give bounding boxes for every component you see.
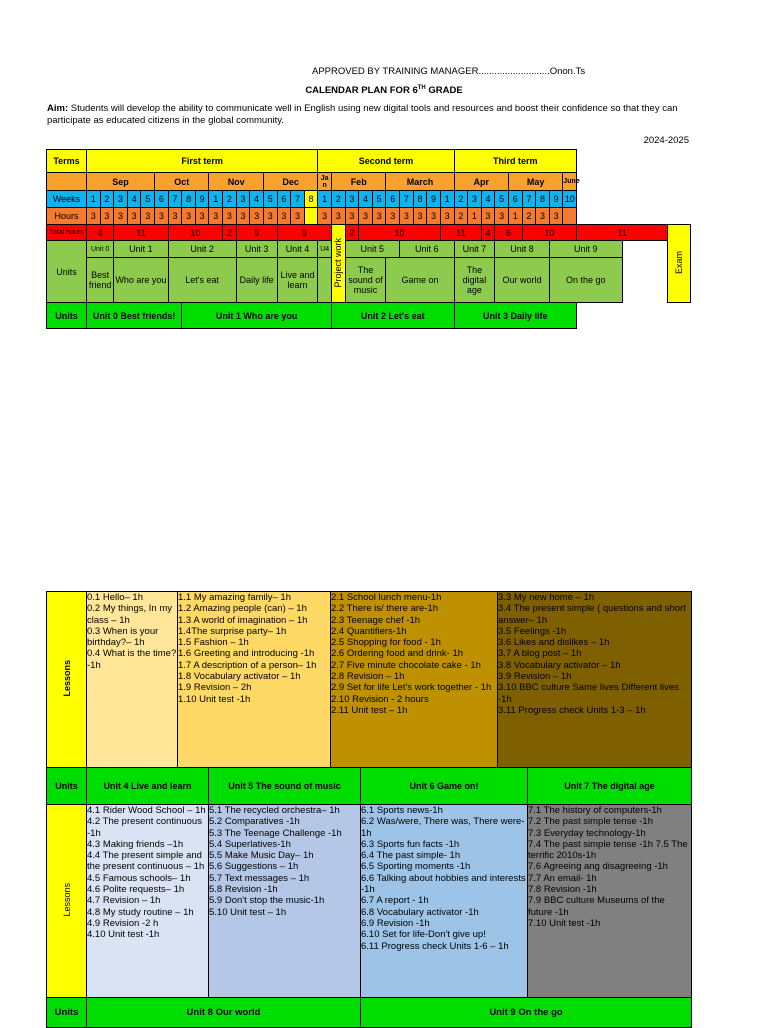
hour-cell: 3: [440, 208, 454, 225]
hour-cell: 3: [100, 208, 114, 225]
hour-cell: [304, 208, 318, 225]
unit-header: Unit 5 The sound of music: [209, 768, 361, 805]
hour-cell: 3: [195, 208, 209, 225]
hour-cell: 3: [481, 208, 495, 225]
unit-number: U4: [318, 241, 332, 258]
unit-name: Best friend: [87, 258, 114, 303]
week-cell: 5: [263, 191, 277, 208]
unit-number: Unit 7: [454, 241, 495, 258]
week-cell: 5: [495, 191, 509, 208]
term-second: Second term: [318, 150, 454, 173]
footer-unit: Unit 3 Daily life: [454, 303, 577, 329]
total-cell: 4: [481, 225, 495, 241]
hour-cell: [563, 208, 577, 225]
approval-line: APPROVED BY TRAINING MANAGER...........................Onon.Ts: [312, 66, 586, 77]
hour-cell: 3: [168, 208, 182, 225]
month-spacer: [47, 173, 87, 191]
exam-label: Exam: [674, 250, 685, 274]
total-hours-label: Total hours: [47, 225, 87, 241]
week-cell: 5: [141, 191, 155, 208]
total-cell: 4: [87, 225, 114, 241]
hour-cell: 3: [372, 208, 386, 225]
aim-statement: [47, 103, 697, 127]
hour-cell: 3: [549, 208, 563, 225]
week-cell: 1: [87, 191, 101, 208]
hour-cell: 3: [209, 208, 223, 225]
units-table-8-9: [46, 997, 692, 1028]
hour-cell: 2: [522, 208, 536, 225]
week-cell: 6: [277, 191, 291, 208]
month-oct: Oct: [155, 173, 209, 191]
hour-cell: 3: [427, 208, 441, 225]
unit-number: Unit 3: [236, 241, 277, 258]
week-cell: 6: [386, 191, 400, 208]
calendar-table: [46, 149, 691, 329]
unit-name: The digital age: [454, 258, 495, 303]
hour-cell: 3: [250, 208, 264, 225]
project-work-cell: [331, 225, 345, 303]
unit-number: Unit 2: [168, 241, 236, 258]
lessons-table-units-4-7: [46, 767, 692, 999]
total-cell: 11: [577, 225, 668, 241]
week-cell: 4: [481, 191, 495, 208]
week-cell: 1: [318, 191, 332, 208]
hour-cell: 3: [223, 208, 237, 225]
unit-name: Game on: [386, 258, 454, 303]
aim-text: Students will develop the ability to communicate well in English using new digital tools and resources and boost their confidence so that they can participate as educated citizens in the global community.: [47, 103, 678, 126]
week-cell: 6: [508, 191, 522, 208]
hour-cell: 3: [114, 208, 128, 225]
week-cell: 1: [209, 191, 223, 208]
total-cell: 11: [114, 225, 168, 241]
week-cell: 7: [168, 191, 182, 208]
week-cell: 3: [236, 191, 250, 208]
footer-unit: Unit 1 Who are you: [182, 303, 332, 329]
month-jan: Ja n: [318, 173, 332, 191]
month-march: March: [386, 173, 454, 191]
footer-units-label: Units: [47, 303, 87, 329]
hour-cell: 3: [331, 208, 345, 225]
total-cell: 9: [277, 225, 331, 241]
unit-header: Unit 6 Game on!: [361, 768, 528, 805]
unit-name: Live and learn: [277, 258, 318, 303]
hour-cell: 3: [291, 208, 305, 225]
week-cell: 3: [468, 191, 482, 208]
month-may: May: [508, 173, 562, 191]
unit-number: Unit 0: [87, 241, 114, 258]
total-cell: 10: [359, 225, 441, 241]
week-cell: 10: [563, 191, 577, 208]
week-cell: 3: [345, 191, 359, 208]
hour-cell: 2: [454, 208, 468, 225]
unit-name: Our world: [495, 258, 549, 303]
aim-label: Aim:: [47, 103, 69, 114]
lesson-list-unit-1: 1.1 My amazing family– 1h 1.2 Amazing people (can) – 1h 1.3 A world of imagination – 1h 1.4The surprise party– 1h 1.5 Fashion – 1h 1.6 Greeting and introducing -1h 1.7 A description of a person– 1h 1.8 Vocabulary activator – 1h 1.9 Revision – 2h 1.10 Unit test -1h: [178, 592, 331, 768]
hour-cell: 3: [141, 208, 155, 225]
hour-cell: 3: [495, 208, 509, 225]
footer-unit: Unit 2 Let's eat: [331, 303, 454, 329]
week-cell: 9: [195, 191, 209, 208]
unit-number: Unit 4: [277, 241, 318, 258]
unit-header: Unit 4 Live and learn: [87, 768, 209, 805]
hour-cell: 3: [536, 208, 550, 225]
lessons-table-units-0-3: [46, 591, 692, 768]
month-feb: Feb: [331, 173, 385, 191]
hour-cell: 3: [318, 208, 332, 225]
unit-header: Unit 8 Our world: [87, 998, 361, 1028]
week-cell: 2: [331, 191, 345, 208]
hour-cell: 3: [345, 208, 359, 225]
week-cell: 3: [114, 191, 128, 208]
page-title: CALENDAR PLAN FOR 6TH GRADE: [305, 85, 463, 97]
lessons-label-cell: [47, 592, 87, 768]
lessons-label: Lessons: [61, 883, 72, 917]
hour-cell: 3: [359, 208, 373, 225]
hour-cell: 3: [400, 208, 414, 225]
lesson-list-unit-7: 7.1 The history of computers-1h 7.2 The past simple tense -1h 7.3 Everyday technology-1h 7.4 The past simple tense -1h 7.5 The terrific 2010s-1h 7.6 Agreeing ang disagreeing -1h 7.7 An email- 1h 7.8 Revision -1h 7.9 BBC culture Museums of the future -1h 7.10 Unit test -1h: [528, 805, 692, 999]
exam-cell: [668, 225, 691, 303]
lessons-label: Lessons: [61, 659, 72, 697]
term-third: Third term: [454, 150, 577, 173]
week-cell: 9: [549, 191, 563, 208]
lesson-list-unit-0: 0.1 Hello– 1h 0.2 My things, In my class – 1h 0.3 When is your birthday?– 1h 0.4 What is the time? -1h: [87, 592, 178, 768]
total-cell: 11: [440, 225, 481, 241]
lesson-list-unit-6: 6.1 Sports news-1h 6.2 Was/were, There was, There were-1h 6.3 Sports fun facts -1h 6.4 The past simple- 1h 6.5 Sporting moments -1h 6.6 Talking about hobbies and interests -1h 6.7 A report - 1h 6.8 Vocabulary activator -1h 6.9 Revision -1h 6.10 Set for life-Don't give up! 6.11 Progress check Units 1-6 – 1h: [361, 805, 528, 999]
hour-cell: 3: [277, 208, 291, 225]
units-label: Units: [47, 998, 87, 1028]
month-dec: Dec: [263, 173, 317, 191]
school-year: 2024-2025: [643, 135, 689, 146]
week-cell: 4: [359, 191, 373, 208]
week-cell: 6: [155, 191, 169, 208]
hour-cell: 3: [127, 208, 141, 225]
unit-number: Unit 8: [495, 241, 549, 258]
hour-cell: 3: [236, 208, 250, 225]
hour-cell: 1: [468, 208, 482, 225]
total-cell: 10: [168, 225, 222, 241]
term-first: First term: [87, 150, 318, 173]
week-cell: 4: [127, 191, 141, 208]
unit-number: Unit 5: [345, 241, 399, 258]
total-cell: 2: [345, 225, 359, 241]
total-cell: 6: [495, 225, 522, 241]
total-cell: 9: [236, 225, 277, 241]
weeks-label: Weeks: [47, 191, 87, 208]
footer-unit: Unit 0 Best friends!: [87, 303, 182, 329]
week-cell: 7: [522, 191, 536, 208]
terms-label: Terms: [47, 150, 87, 173]
unit-header: Unit 7 The digital age: [528, 768, 692, 805]
week-cell: 8: [536, 191, 550, 208]
month-apr: Apr: [454, 173, 508, 191]
units-label: Units: [47, 241, 87, 303]
lesson-list-unit-5: 5.1 The recycled orchestra– 1h 5.2 Comparatives -1h 5.3 The Teenage Challenge -1h 5.4 Superlatives-1h 5.5 Make Music Day– 1h 5.6 Suggestions – 1h 5.7 Text messages – 1h 5.8 Revision -1h 5.9 Don't stop the music-1h 5.10 Unit test – 1h: [209, 805, 361, 999]
unit-name: Who are you: [114, 258, 168, 303]
unit-number: Unit 6: [400, 241, 454, 258]
month-nov: Nov: [209, 173, 263, 191]
week-cell: 1: [440, 191, 454, 208]
total-cell: 2: [223, 225, 237, 241]
week-cell: 8: [304, 191, 318, 208]
hour-cell: 3: [413, 208, 427, 225]
unit-number: Unit 9: [549, 241, 622, 258]
total-cell: 10: [522, 225, 577, 241]
week-cell: 2: [454, 191, 468, 208]
month-june: June: [563, 173, 577, 191]
week-cell: 7: [400, 191, 414, 208]
lesson-list-unit-4: 4.1 Rider Wood School – 1h 4.2 The present continuous -1h 4.3 Making friends –1h 4.4 The present simple and the present continuous – 1h 4.5 Famous schools– 1h 4.6 Polite requests– 1h 4.7 Revision – 1h 4.8 My study routine – 1h 4.9 Revision -2 h 4.10 Unit test -1h: [87, 805, 209, 999]
unit-name: On the go: [549, 258, 622, 303]
week-cell: 7: [291, 191, 305, 208]
lesson-list-unit-2: 2.1 School lunch menu-1h 2.2 There is/ there are-1h 2.3 Teenage chef -1h 2.4 Quantifiers-1h 2.5 Shopping for food - 1h 2.6 Ordering food and drink- 1h 2.7 Five minute chocolate cake - 1h 2.8 Revision – 1h 2.9 Set for life Let's work together - 1h 2.10 Revision - 2 hours 2.11 Unit test – 1h: [331, 592, 498, 768]
week-cell: 2: [100, 191, 114, 208]
week-cell: 2: [223, 191, 237, 208]
hour-cell: 3: [263, 208, 277, 225]
unit-name: Let's eat: [168, 258, 236, 303]
hour-cell: 1: [508, 208, 522, 225]
unit-name: Daily life: [236, 258, 277, 303]
week-cell: 8: [413, 191, 427, 208]
hour-cell: 3: [386, 208, 400, 225]
week-cell: 4: [250, 191, 264, 208]
week-cell: 9: [427, 191, 441, 208]
unit-name: The sound of music: [345, 258, 386, 303]
week-cell: 5: [372, 191, 386, 208]
hour-cell: 3: [87, 208, 101, 225]
units-label: Units: [47, 768, 87, 805]
unit-name-empty: [318, 258, 332, 303]
hours-label: Hours: [47, 208, 87, 225]
lesson-list-unit-3: 3.3 My new home – 1h 3.4 The present simple ( questions and short answer– 1h 3.5 Feelings -1h 3.6 Likes and dislikes – 1h 3.7 A blog post – 1h 3.8 Vocabulary activator – 1h 3.9 Revision – 1h 3.10 BBC culture Same lives Different lives -1h 3.11 Progress check Units 1-3 – 1h: [498, 592, 692, 768]
unit-number: Unit 1: [114, 241, 168, 258]
unit-header: Unit 9 On the go: [361, 998, 692, 1028]
hour-cell: 3: [155, 208, 169, 225]
hour-cell: 3: [182, 208, 196, 225]
week-cell: 8: [182, 191, 196, 208]
project-work-label: Project work: [333, 237, 344, 288]
month-sep: Sep: [87, 173, 155, 191]
lessons-label-cell: [47, 805, 87, 999]
